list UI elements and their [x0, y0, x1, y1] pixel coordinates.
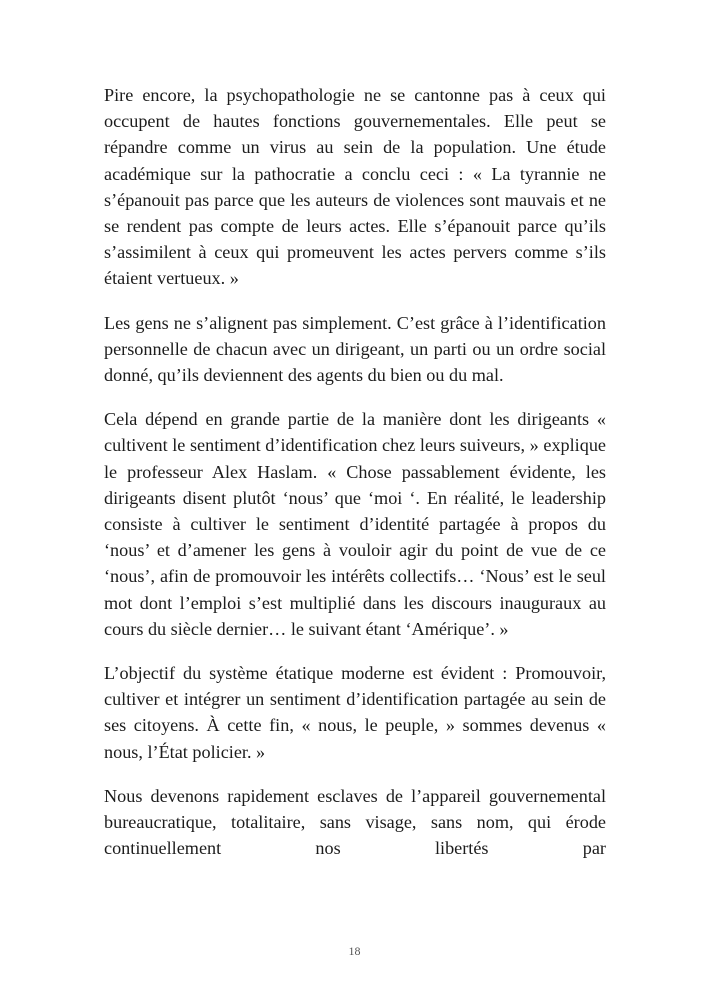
- paragraph-4: L’objectif du système étatique moderne est évident : Promouvoir, cultiver et intégrer un sentiment d’identification partagée au sein de ses citoyens. À cette fin, « nous, le peuple, » sommes devenus « nous, l’État policier. »: [104, 663, 606, 762]
- paragraph-2: Les gens ne s’alignent pas simplement. C’est grâce à l’identification personnelle de chacun avec un dirigeant, un parti ou un ordre social donné, qu’ils deviennent des agents du bien ou du mal.: [104, 312, 606, 386]
- page-body: [104, 82, 606, 861]
- paragraph-3: Cela dépend en grande partie de la manière dont les dirigeants « cultivent le sentiment d’identification chez leurs suiveurs, » explique le professeur Alex Haslam. « Chose passablement évidente, les dirigeants disent plutôt ‘nous’ que ‘moi ‘. En réalité, le leadership consiste à cultiver le sentiment d’identité partagée à propos du ‘nous’ et d’amener les gens à vouloir agir du point de vue de ce ‘nous’, afin de promouvoir les intérêts collectifs… ‘Nous’ est le seul mot dont l’emploi s’est multiplié dans les discours inauguraux au cours du siècle dernier… le suivant étant ‘Amérique’. »: [104, 409, 606, 639]
- page-number: 18: [348, 944, 361, 958]
- paragraph-1: Pire encore, la psychopathologie ne se cantonne pas à ceux qui occupent de hautes fonctions gouvernementales. Elle peut se répandre comme un virus au sein de la population. Une étude académique sur la pathocratie a conclu ceci : « La tyrannie ne s’épanouit pas parce que les auteurs de violences sont mauvais et ne se rendent pas compte de leurs actes. Elle s’épanouit parce qu’ils s’assimilent à ceux qui promeuvent les actes pervers comme s’ils étaient vertueux. »: [104, 85, 606, 289]
- paragraph-5: Nous devenons rapidement esclaves de l’appareil gouvernemental bureaucratique, totalitaire, sans visage, sans nom, qui érode continuellement nos libertés par: [104, 785, 606, 859]
